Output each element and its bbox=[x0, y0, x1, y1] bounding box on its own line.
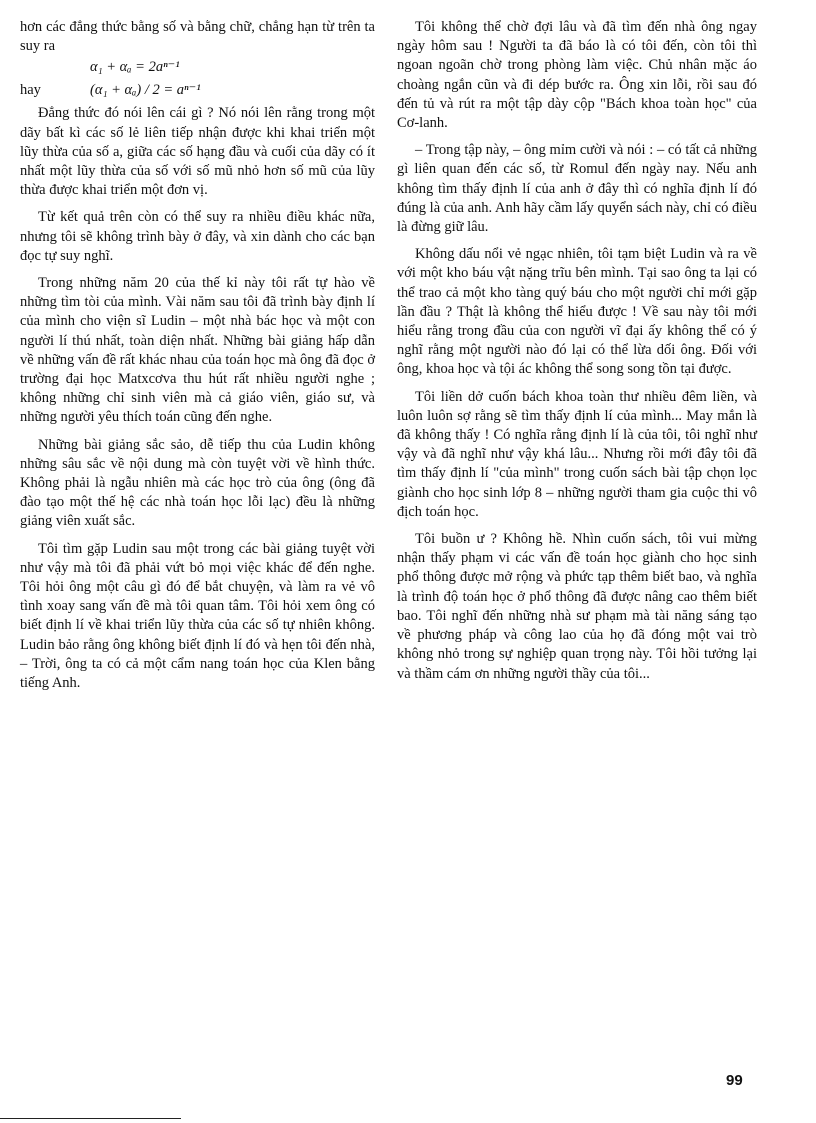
left-column bbox=[20, 18, 375, 701]
right-column bbox=[397, 18, 757, 692]
paragraph: Tôi liền dở cuốn bách khoa toàn thư nhiều đêm liền, và luôn luôn sợ rằng sẽ tìm thấy định lí của mình... May mắn là đã không thấy ! Có nghĩa rằng định lí là của tôi, tôi nghĩ như vậy và đã nghĩ như vậy khá lâu... Nhưng rồi mới đây tôi đã tìm thấy định lí "của mình" trong cuốn sách bài tập chọn lọc giành cho học sinh lớp 8 – những người tham gia cuộc thi vô địch toán học. bbox=[397, 388, 757, 520]
paragraph: Tôi không thể chờ đợi lâu và đã tìm đến nhà ông ngay ngày hôm sau ! Người ta đã báo là có tôi đến, còn tôi thì ngoan ngoãn chờ trong phòng làm việc. Chủ nhân mặc áo choàng ngắn cũn và đi dép bước ra. Ông xin lỗi, rồi sau đó đến tủ và rút ra một tập dày cộp "Bách khoa toàn học" của Cơ-lanh. bbox=[397, 19, 757, 132]
formula-line-1 bbox=[20, 58, 375, 77]
paragraph: Không dấu nổi vẻ ngạc nhiên, tôi tạm biệt Ludin và ra về với một kho báu vật nặng trĩu bên mình. Tại sao ông ta lại có thể trao cả một kho tàng quý báu cho một người chỉ mới gặp lần đầu ? Thật là không thể hiểu được ! Về sau này tôi mới hiểu rằng trong đầu của con người vĩ đại ấy không thể có ý nghĩ rằng một người nào đó lại có thể lừa dối ông. Đối với ông, khoa học và tội ác không thể song song tồn tại được. bbox=[397, 246, 757, 378]
formula-2-lead: hay bbox=[20, 82, 41, 99]
footer-divider bbox=[0, 1118, 181, 1119]
paragraph: Từ kết quả trên còn có thể suy ra nhiều điều khác nữa, nhưng tôi sẽ không trình bày ở đây, và xin dành cho các bạn đọc tự suy nghĩ. bbox=[20, 209, 375, 264]
paragraph: Trong những năm 20 của thế kỉ này tôi rất tự hào về những tìm tòi của mình. Vài năm sau tôi đã trình bày định lí của mình cho viện sĩ Ludin – một nhà bác học và một con người lí thú nhất, toàn diện nhất. Những bài giảng hấp dẫn về những vấn đề rất khác nhau của toán học mà ông đã đọc ở trường đại học Matxcơva thu hút rất nhiều người nghe ; không những chỉ sinh viên mà cả giáo viên, giáo sư, và những người yêu thích toán cũng đến nghe. bbox=[20, 275, 375, 426]
paragraph: – Trong tập này, – ông mỉm cười và nói : – có tất cả những gì liên quan đến các số, từ Romul đến ngày nay. Nếu anh không tìm thấy định lí của anh ở đây thì có nghĩa định lí đó đúng là của anh. Anh hãy cầm lấy quyển sách này, chỉ có điều là đừng giữ lâu. bbox=[397, 142, 757, 236]
formula-line-2 bbox=[20, 81, 375, 100]
intro-text: hơn các đẳng thức bằng số và bằng chữ, chẳng hạn từ trên ta suy ra bbox=[20, 19, 375, 55]
paragraph: Những bài giảng sắc sảo, dễ tiếp thu của Ludin không những sâu sắc về nội dung mà còn tuyệt vời về hình thức. Không phải là ngẫu nhiên mà các học trò của ông (ông đã đào tạo một thế hệ các nhà toán học lỗi lạc) đều là những giảng viên xuất sắc. bbox=[20, 436, 375, 530]
page-number: 99 bbox=[726, 1072, 743, 1089]
formula-2: (α₁ + αₐ) / 2 = aⁿ⁻¹ bbox=[90, 82, 201, 99]
paragraph: Tôi tìm gặp Ludin sau một trong các bài giảng tuyệt vời như vậy mà tôi đã phải vứt bỏ mọi việc khác để đến nghe. Tôi hỏi ông một câu gì đó để bắt chuyện, và làm ra vẻ vô tình xoay sang vấn đề mà tôi quan tâm. Tôi hỏi xem ông có biết định lí về khai triển lũy thừa của các số tự nhiên không. Ludin bảo rằng ông không biết định lí đó và hẹn tôi đến nhà, – Trời, ông ta có cả một cẩm nang toán học của Klen bằng tiếng Anh. bbox=[20, 540, 375, 692]
paragraph: Tôi buồn ư ? Không hề. Nhìn cuốn sách, tôi vui mừng nhận thấy phạm vi các vấn đề toán học giành cho học sinh phổ thông được mở rộng và phức tạp thêm biết bao, và nghĩa là trình độ toán học ở phổ thông đã được nâng cao thêm biết bao. Tôi nghĩ đến những nhà sư phạm mà tài năng sáng tạo về phương pháp và công lao của họ đã đóng một vai trò không nhỏ trong sự nghiệp quan trọng này. Tôi hồi tưởng lại và thầm cám ơn những người thầy của tôi... bbox=[397, 531, 757, 682]
paragraph: Đẳng thức đó nói lên cái gì ? Nó nói lên rằng trong một dãy bất kì các số lẻ liên tiếp nhận được khi khai triển một lũy thừa của số a, giữa các số hạng đầu và cuối của dãy có ít nhất một lũy thừa của số với số mũ nhỏ hơn số mũ của lũy thừa được khai triển một đơn vị. bbox=[20, 105, 375, 199]
formula-1: α₁ + αₐ = 2aⁿ⁻¹ bbox=[90, 59, 180, 76]
